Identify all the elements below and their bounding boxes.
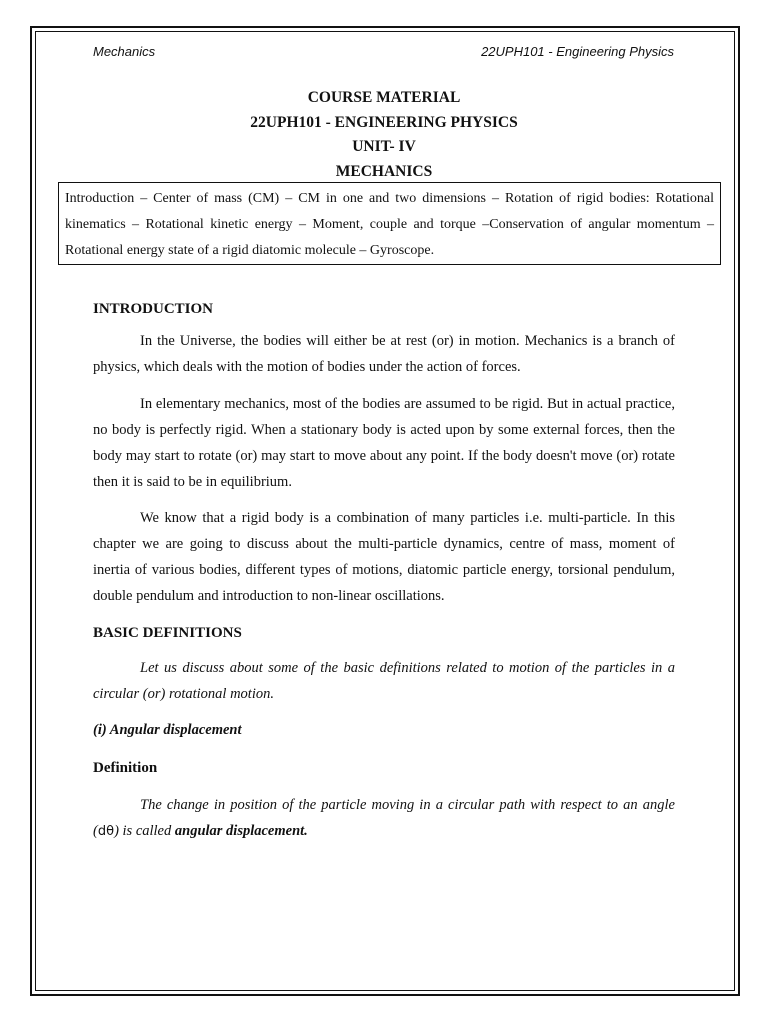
angular-displacement-subheading: (i) Angular displacement [93,722,242,738]
title-topic: MECHANICS [335,162,433,180]
definition-term: angular displacement. [174,823,308,839]
angular-displacement-definition [93,792,675,845]
definition-heading: Definition [93,760,158,776]
definition-text-middle: ) is called [114,823,175,839]
title-unit: UNIT- IV [352,138,416,155]
running-header-right: 22UPH101 - Engineering Physics [481,44,674,59]
basic-definitions-intro: Let us discuss about some of the basic definitions related to motion of the particles in a circular (or) rotational motion. [93,660,675,702]
introduction-paragraph-2: In elementary mechanics, most of the bodies are assumed to be rigid. But in actual practice, no body is perfectly rigid. When a stationary body is acted upon by some external forces, then the body may start to rotate (or) may start to move about any point. If the body doesn't move (or) rotate then it is said to be in equilibrium. [93,396,675,490]
running-header-left: Mechanics [93,44,156,59]
title-course-material: COURSE MATERIAL [307,89,461,106]
d-theta-symbol: dθ [97,824,115,839]
introduction-paragraph-1: In the Universe, the bodies will either be at rest (or) in motion. Mechanics is a branch of physics, which deals with the motion of bodies under the action of forces. [93,333,675,375]
title-block [0,86,768,184]
introduction-paragraph-3: We know that a rigid body is a combination of many particles i.e. multi-particle. In this chapter we are going to discuss about the multi-particle dynamics, centre of mass, moment of inertia of various bodies, different types of motions, diatomic particle energy, torsional pendulum, double pendulum and introduction to non-linear oscillations. [93,510,675,604]
basic-definitions-heading: BASIC DEFINITIONS [93,625,242,641]
title-course-code: 22UPH101 - ENGINEERING PHYSICS [250,113,518,131]
syllabus-box: Introduction – Center of mass (CM) – CM in one and two dimensions – Rotation of rigid bodies: Rotational kinematics – Rotational kinetic energy – Moment, couple and torque –Conservation of angular momentum – Rotational energy state of a rigid diatomic molecule – Gyroscope. [58,182,721,265]
introduction-heading: INTRODUCTION [93,301,214,317]
main-content [93,296,675,845]
definition-text-before: The change in position of the particle moving in a circular path with respect to an angle ( [93,797,675,839]
